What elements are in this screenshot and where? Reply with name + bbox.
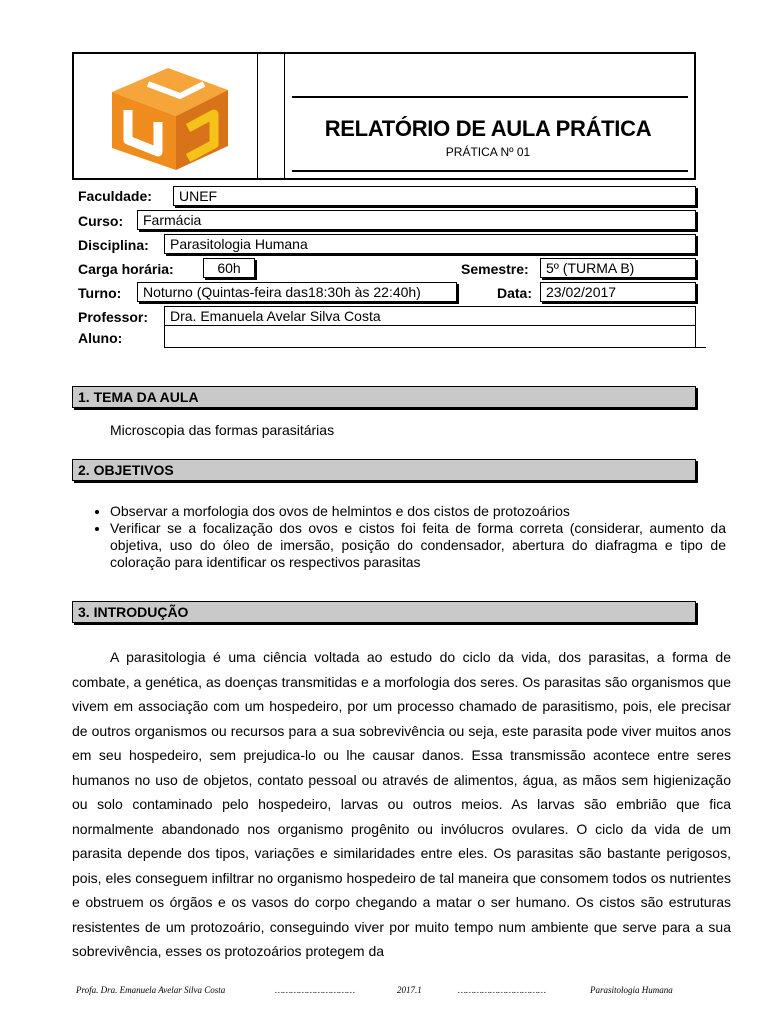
data-label: Data: (497, 285, 533, 301)
report-header (72, 52, 696, 180)
footer-author: Profa. Dra. Emanuela Avelar Silva Costa (76, 985, 226, 995)
turno-field[interactable]: Noturno (Quintas-feira das18:30h às 22:40h) (137, 282, 457, 302)
report-title: RELATÓRIO DE AULA PRÁTICA (324, 116, 652, 141)
faculdade-label: Faculdade: (78, 188, 152, 204)
curso-field[interactable]: Farmácia (137, 210, 696, 230)
list-item: • Observar a morfologia dos ovos de helmintos e dos cistos de protozoários (110, 503, 726, 520)
introducao-paragraph: A parasitologia é uma ciência voltada ao estudo do ciclo da vida, dos parasitas, a forma de combate, a genética, as doenças transmitidas e a morfologia dos seres. Os parasitas são organismos que vivem em associação com um hospedeiro, por um processo chamado de parasitismo, pois, ele precisar de outros organismos ou recursos para a sua sobrevivência ou seja, este parasita pode viver muitos anos em seu hospedeiro, sem prejudica-lo ou lhe causar danos. Essa transmissão acontece entre seres humanos no uso de objetos, contato pessoal ou através de alimentos, água, as mãos sem higienização ou solo contaminado pelo hospedeiro, larvas ou outros meios. As larvas são embrião que fica normalmente abandonado nos organismo progênito ou invólucros ovulares. O ciclo da vida de um parasita depende dos tipos, variações e similaridades entre eles. Os parasitas são bastante perigosos, pois, eles conseguem infiltrar no organismo hospedeiro de tal maneira que consomem todos os nutrientes e obstruem os órgãos e os vasos do corpo chegando a matar o ser humano. Os cistos são estruturas resistentes de um protozoário, conseguindo viver por muito tempo num ambiente que serve para a sua sobrevivência, esses os protozoários protegem da (72, 649, 731, 959)
institution-logo (104, 62, 254, 174)
aluno-field-underline (164, 347, 706, 348)
professor-field[interactable]: Dra. Emanuela Avelar Silva Costa (164, 306, 696, 326)
disciplina-label: Disciplina: (78, 237, 149, 253)
section-tema-heading: 1. TEMA DA AULA (72, 386, 696, 408)
aluno-field[interactable] (164, 326, 696, 348)
aluno-label: Aluno: (78, 330, 123, 346)
carga-horaria-field[interactable]: 60h (203, 258, 255, 278)
practice-number: PRÁTICA Nº 01 (445, 145, 531, 159)
semestre-field[interactable]: 5º (TURMA B) (540, 258, 696, 278)
curso-label: Curso: (78, 213, 124, 229)
section-introducao-heading: 3. INTRODUÇÃO (72, 601, 696, 623)
faculdade-field[interactable]: UNEF (173, 186, 696, 206)
semestre-label: Semestre: (461, 261, 529, 277)
disciplina-field[interactable]: Parasitologia Humana (164, 234, 696, 254)
header-divider-left (257, 54, 258, 178)
title-rule-bottom (292, 170, 688, 172)
title-rule-top (292, 96, 688, 98)
objetivos-list (78, 503, 726, 571)
section-objetivos-heading: 2. OBJETIVOS (72, 459, 696, 481)
section-tema-text: Microscopia das formas parasitárias (110, 422, 335, 438)
footer-discipline: Parasitologia Humana (590, 985, 673, 995)
list-item: • Verificar se a focalização dos ovos e cistos foi feita de forma correta (considerar, aumento da objetiva, uso do óleo de imersão, posição do condensador, abertura do diafragma e tipo de coloração para identificar os respectivos parasitas (110, 520, 726, 571)
professor-label: Professor: (78, 309, 149, 325)
header-divider-right (284, 54, 285, 178)
data-field[interactable]: 23/02/2017 (540, 282, 696, 302)
footer-dots-left: ………………………… (275, 985, 356, 995)
carga-horaria-label: Carga horária: (78, 261, 174, 277)
footer-year: 2017.1 (397, 985, 422, 995)
turno-label: Turno: (78, 285, 122, 301)
footer-dots-right: …………………………… (458, 985, 547, 995)
